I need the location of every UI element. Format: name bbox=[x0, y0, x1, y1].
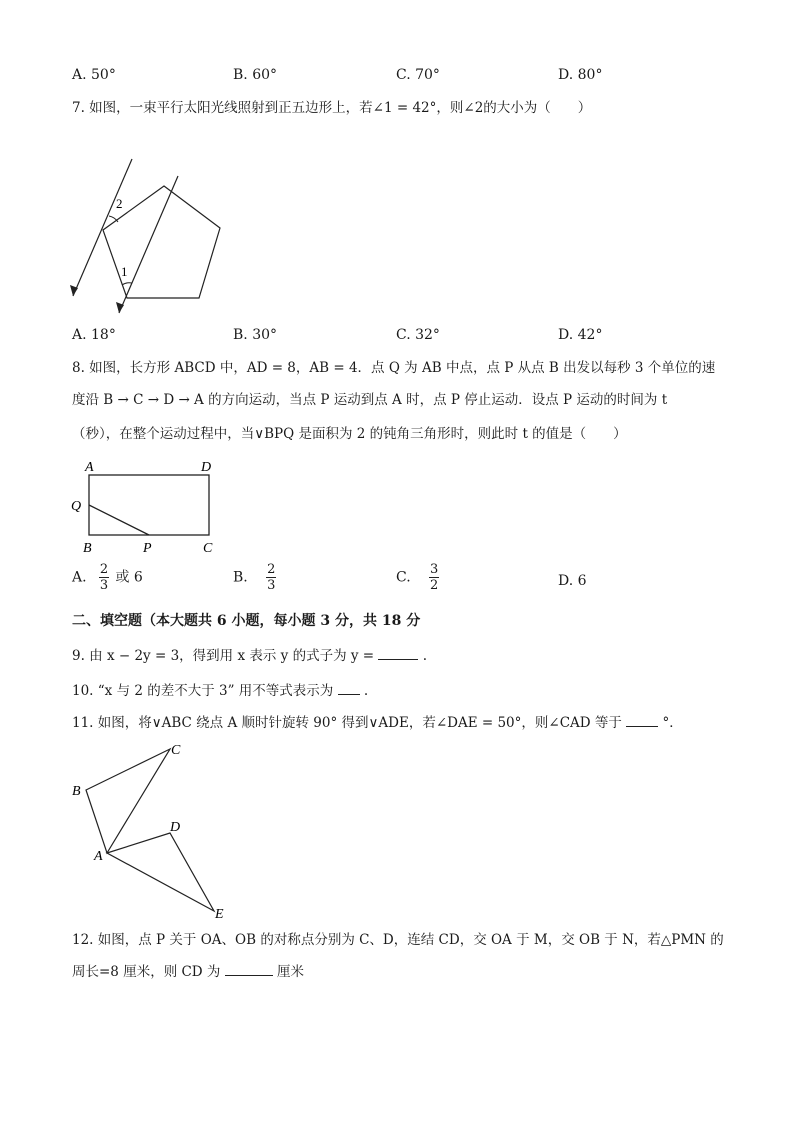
q6-option-d: D. 80° bbox=[558, 67, 603, 83]
q7-option-a: A. 18° bbox=[72, 327, 116, 343]
q12-text: 周长=8 厘米，则 CD 为 bbox=[72, 964, 221, 980]
q11-text: 11. 如图，将∨ABC 绕点 A 顺时针旋转 90° 得到∨ADE，若∠DAE = 50°，则∠CAD 等于 bbox=[72, 715, 622, 731]
q8-option-a-numerator: 2 bbox=[99, 562, 109, 577]
rectangle-abcd bbox=[89, 475, 209, 535]
q11-answer-blank bbox=[626, 712, 658, 727]
q6-option-c: C. 70° bbox=[396, 67, 440, 83]
q7-option-c: C. 32° bbox=[396, 327, 440, 343]
angle-1-arc bbox=[122, 283, 132, 285]
q8-line-1: 8. 如图，长方形 ABCD 中，AD = 8，AB = 4．点 Q 为 AB 中点，点 P 从点 B 出发以每秒 3 个单位的速 bbox=[72, 360, 716, 376]
q8-option-a-denominator: 3 bbox=[99, 578, 109, 593]
q8-option-c-fraction bbox=[429, 562, 439, 593]
label-b: B bbox=[83, 541, 92, 556]
angle-1-label: 1 bbox=[121, 264, 128, 279]
label-b: B bbox=[72, 784, 81, 799]
q10-answer-blank bbox=[338, 680, 360, 695]
q8-option-b-fraction bbox=[266, 562, 276, 593]
q10-period: . bbox=[363, 683, 369, 699]
segment-qp bbox=[89, 505, 149, 535]
q8-rectangle-figure bbox=[66, 455, 226, 557]
q8-option-a-suffix: 或 6 bbox=[115, 569, 143, 586]
q12-line-1: 12. 如图，点 P 关于 OA、OB 的对称点分别为 C、D，连结 CD，交 OA 于 M，交 OB 于 N，若△PMN 的 bbox=[72, 932, 724, 948]
q8-line-2: 度沿 B → C → D → A 的方向运动，当点 P 运动到点 A 时，点 P 停止运动．设点 P 运动的时间为 t bbox=[72, 392, 668, 408]
q8-option-c-prefix: C. bbox=[396, 569, 411, 586]
q6-option-b: B. 60° bbox=[233, 67, 278, 83]
q11 bbox=[72, 712, 683, 733]
q10-text: 10. “x 与 2 的差不大于 3” 用不等式表示为 bbox=[72, 683, 334, 699]
q8-line-3: （秒），在整个运动过程中，当∨BPQ 是面积为 2 的钝角三角形时，则此时 t 的值是（ ） bbox=[72, 426, 627, 442]
q8-option-a-fraction bbox=[99, 562, 109, 593]
label-d: D bbox=[170, 820, 181, 835]
label-a: A bbox=[85, 460, 94, 475]
q8-option-b-numerator: 2 bbox=[267, 562, 276, 577]
q8-option-c bbox=[396, 562, 441, 593]
label-c: C bbox=[203, 541, 213, 556]
q10 bbox=[72, 680, 368, 701]
triangle-ade bbox=[107, 833, 214, 911]
q12-unit: 厘米 bbox=[277, 964, 305, 980]
q8-option-b-denominator: 3 bbox=[267, 578, 276, 593]
label-c: C bbox=[171, 743, 181, 758]
q8-option-c-denominator: 2 bbox=[429, 578, 439, 593]
label-p: P bbox=[143, 541, 152, 556]
label-q: Q bbox=[71, 499, 82, 514]
q7-option-b: B. 30° bbox=[233, 327, 278, 343]
q8-option-a bbox=[72, 562, 143, 593]
q8-option-b-prefix: B. bbox=[233, 569, 248, 586]
q9-answer-blank bbox=[378, 645, 418, 660]
section-2-heading: 二、填空题（本大题共 6 小题，每小题 3 分，共 18 分 bbox=[72, 613, 421, 629]
q6-option-a: A. 50° bbox=[72, 67, 116, 83]
q7-stem: 7. 如图，一束平行太阳光线照射到正五边形上，若∠1 = 42°，则∠2的大小为（ ） bbox=[72, 100, 592, 116]
q8-option-d: D. 6 bbox=[558, 573, 587, 589]
angle-2-arc bbox=[109, 216, 118, 222]
q8-option-b bbox=[233, 562, 278, 593]
q9 bbox=[72, 645, 427, 666]
q7-pentagon-figure bbox=[60, 155, 235, 320]
q11-triangle-figure bbox=[66, 735, 241, 925]
q7-option-d: D. 42° bbox=[558, 327, 603, 343]
label-a: A bbox=[94, 849, 103, 864]
q9-period: . bbox=[422, 648, 427, 664]
label-d: D bbox=[201, 460, 212, 475]
q12-answer-blank bbox=[225, 961, 273, 976]
q9-text: 9. 由 x − 2y = 3，得到用 x 表示 y 的式子为 y = bbox=[72, 648, 375, 664]
q8-option-c-numerator: 3 bbox=[429, 562, 439, 577]
angle-2-label: 2 bbox=[116, 196, 123, 211]
label-e: E bbox=[215, 907, 224, 922]
q8-option-a-prefix: A. bbox=[72, 569, 87, 586]
q12-line-2 bbox=[72, 961, 304, 982]
q11-degree: °． bbox=[662, 715, 683, 731]
